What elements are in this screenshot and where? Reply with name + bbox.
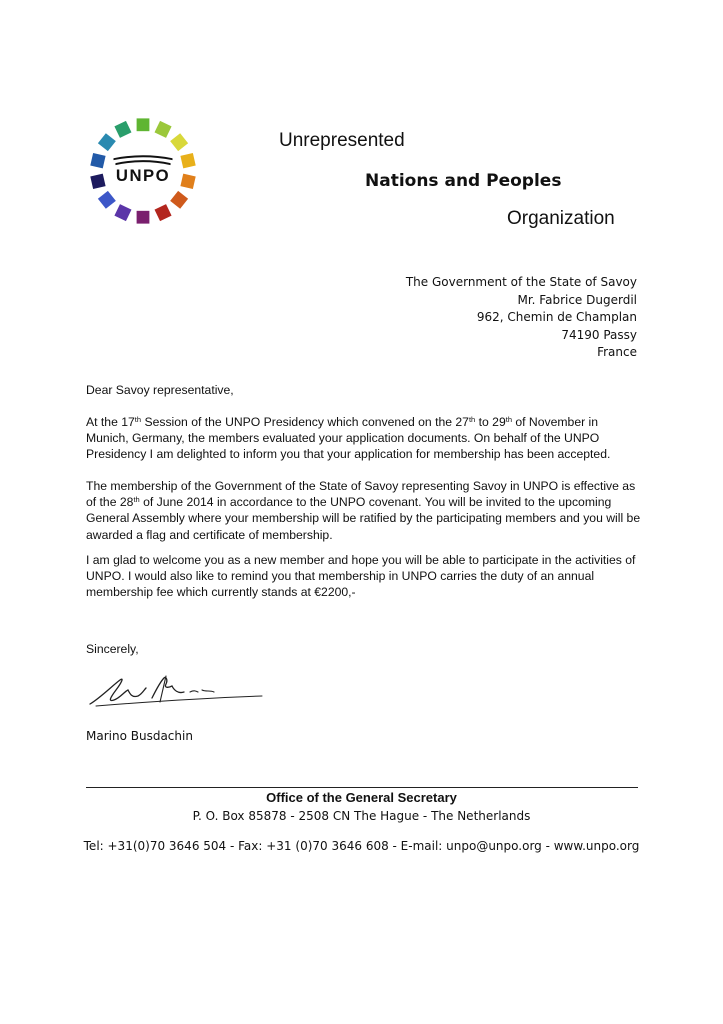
p1-text-b: Session of the UNPO Presidency which convened on the 27 xyxy=(141,415,469,429)
letter-paragraph-3 xyxy=(86,552,642,601)
letter-closing xyxy=(86,641,642,657)
p2-sup-1: th xyxy=(133,495,140,505)
p1-text-d: of November in Munich, Germany, the members evaluated your application documents. On behalf of the UNPO Presidency I am delighted to inform you that your application for membership has been accepted. xyxy=(86,415,611,462)
footer-address: P. O. Box 85878 - 2508 CN The Hague - The Netherlands xyxy=(192,809,531,823)
logo-ring-square xyxy=(114,121,131,138)
footer-contact: Tel: +31(0)70 3646 504 - Fax: +31 (0)70 3646 608 - E-mail: unpo@unpo.org - www.unpo.org xyxy=(83,839,640,853)
handwritten-signature xyxy=(86,668,266,712)
letter-paragraph-2 xyxy=(86,478,642,543)
p1-text-c: to 29 xyxy=(475,415,506,429)
org-name-line2: Nations and Peoples xyxy=(365,171,562,191)
logo-ring-square xyxy=(137,211,150,224)
recipient-line: 74190 Passy xyxy=(561,327,637,342)
p2-text-b: of June 2014 in accordance to the UNPO covenant. You will be invited to the upcoming General Assembly where your membership will be ratified by the participating members and you will be awarded a flag and certificate of membership. xyxy=(86,495,641,542)
logo-ring-square xyxy=(180,153,195,168)
letter-paragraph-1 xyxy=(86,414,642,463)
recipient-line: 962, Chemin de Champlan xyxy=(476,310,637,325)
footer-divider xyxy=(86,787,638,788)
p1-sup-3: th xyxy=(505,415,512,424)
logo-arc-mid xyxy=(115,160,170,165)
logo-ring-square xyxy=(137,118,150,131)
p1-sup-1: th xyxy=(134,415,142,424)
letter-greeting xyxy=(86,382,642,398)
logo-arc-top xyxy=(114,155,173,160)
recipient-line: The Government of the State of Savoy xyxy=(405,275,637,289)
p2-text-a: The membership of the Government of the State of Savoy representing Savoy in UNPO is effective as of the 28 xyxy=(86,479,636,510)
p3-text: I am glad to welcome you as a new member and hope you will be able to participate in the activities of UNPO. I would also like to remind you that membership in UNPO carries the duty of an annual membership fee which currently stands at €2200,- xyxy=(86,553,636,600)
logo-ring-square xyxy=(90,153,105,168)
logo-ring-square xyxy=(98,133,116,151)
recipient-line: France xyxy=(597,345,637,360)
footer-title: Office of the General Secretary xyxy=(266,790,457,805)
recipient-line: Mr. Fabrice Dugerdil xyxy=(517,292,637,307)
signer-name: Marino Busdachin xyxy=(86,729,193,743)
logo-ring-square xyxy=(90,174,105,189)
logo-wordmark: UNPO xyxy=(115,165,171,185)
p1-sup-2: th xyxy=(468,415,476,424)
logo-ring-square xyxy=(98,191,116,209)
greeting-text: Dear Savoy representative, xyxy=(86,383,234,397)
logo-ring-square xyxy=(180,174,195,189)
unpo-logo xyxy=(84,112,202,230)
logo-ring-square xyxy=(114,204,131,221)
org-name-line3: Organization xyxy=(507,208,615,229)
logo-ring-square xyxy=(170,133,188,151)
logo-ring-square xyxy=(155,121,172,138)
org-name-line1: Unrepresented xyxy=(279,130,405,151)
logo-ring-square xyxy=(155,204,172,221)
closing-text: Sincerely, xyxy=(86,642,139,656)
logo-ring-square xyxy=(170,191,188,209)
recipient-address xyxy=(406,274,637,362)
p1-text-a: At the 17 xyxy=(86,415,135,429)
